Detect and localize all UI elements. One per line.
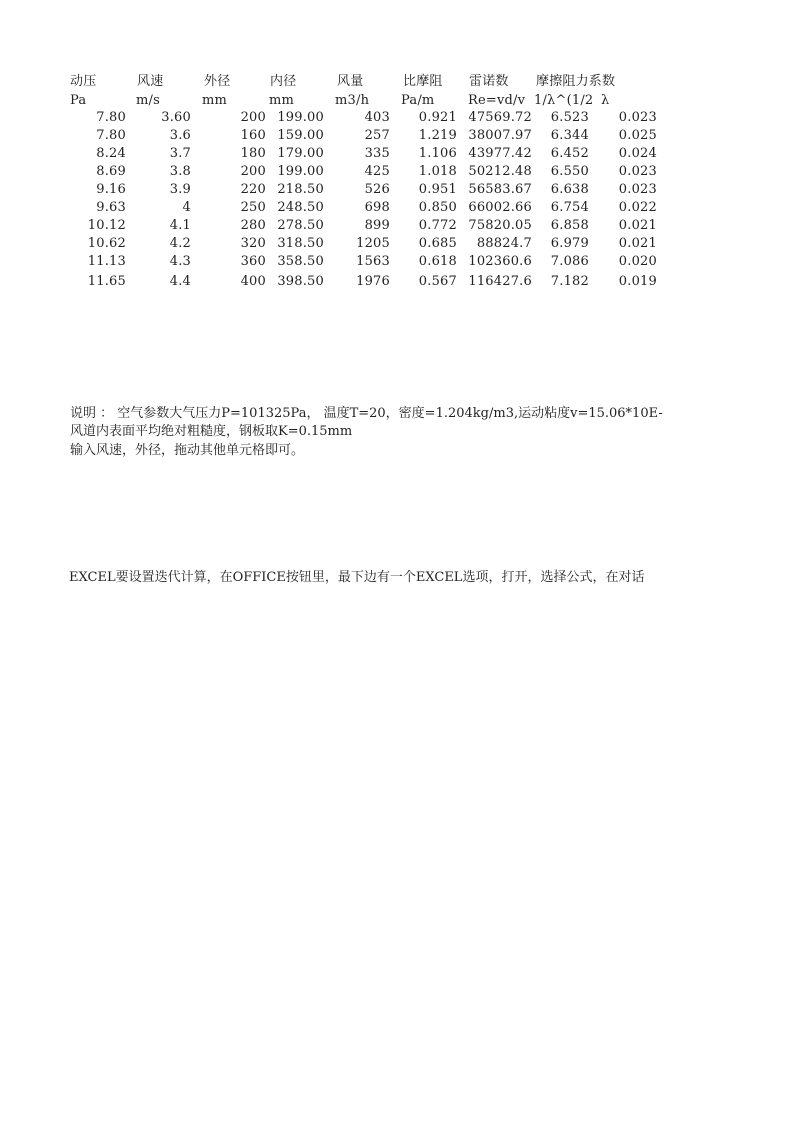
cell-lambda: 0.024 [618,146,657,161]
cell-air-volume: 526 [364,182,390,197]
unit-pam: Pa/m [401,93,435,108]
cell-outer-diameter: 320 [240,236,266,251]
cell-inverse-sqrt-lambda: 6.452 [550,146,589,161]
cell-inverse-sqrt-lambda: 6.638 [550,182,589,197]
cell-dynamic-pressure: 9.63 [96,200,126,215]
cell-specific-friction: 0.772 [418,218,457,233]
cell-inverse-sqrt-lambda: 6.858 [550,218,589,233]
cell-dynamic-pressure: 11.13 [87,254,126,269]
header-outer-diameter: 外径 [204,74,231,89]
cell-inner-diameter: 218.50 [277,182,324,197]
cell-inverse-sqrt-lambda: 7.182 [550,274,589,289]
unit-pa: Pa [70,93,87,108]
cell-lambda: 0.023 [618,110,657,125]
cell-reynolds-number: 88824.7 [476,236,532,251]
cell-lambda: 0.023 [618,182,657,197]
cell-dynamic-pressure: 7.80 [96,128,126,143]
cell-air-volume: 335 [364,146,390,161]
cell-reynolds-number: 102360.6 [468,254,532,269]
cell-air-volume: 899 [364,218,390,233]
cell-specific-friction: 1.106 [418,146,457,161]
cell-reynolds-number: 47569.72 [468,110,532,125]
cell-air-volume: 403 [364,110,390,125]
unit-mm-inner: mm [269,93,295,108]
cell-air-velocity: 3.6 [169,128,191,143]
cell-air-volume: 257 [364,128,390,143]
header-reynolds-number: 雷诺数 [469,74,509,89]
unit-lambda-inverse: 1/λ^(1/2 [534,93,594,108]
cell-reynolds-number: 38007.97 [468,128,532,143]
unit-ms: m/s [136,93,160,108]
cell-dynamic-pressure: 8.24 [96,146,126,161]
cell-outer-diameter: 180 [240,146,266,161]
cell-inner-diameter: 318.50 [277,236,324,251]
cell-lambda: 0.020 [618,254,657,269]
unit-mm-outer: mm [202,93,228,108]
cell-lambda: 0.022 [618,200,657,215]
header-specific-friction: 比摩阻 [403,74,443,89]
cell-outer-diameter: 200 [240,164,266,179]
cell-specific-friction: 0.921 [418,110,457,125]
header-friction-coefficient: 摩擦阻力系数 [536,74,616,89]
cell-air-volume: 1563 [356,254,390,269]
cell-lambda: 0.019 [618,274,657,289]
cell-outer-diameter: 360 [240,254,266,269]
cell-specific-friction: 0.850 [418,200,457,215]
cell-dynamic-pressure: 11.65 [87,274,126,289]
cell-specific-friction: 0.567 [418,274,457,289]
cell-reynolds-number: 43977.42 [468,146,532,161]
cell-specific-friction: 0.685 [418,236,457,251]
cell-outer-diameter: 400 [240,274,266,289]
unit-lambda: λ [601,93,610,108]
cell-reynolds-number: 116427.6 [468,274,532,289]
cell-outer-diameter: 200 [240,110,266,125]
cell-reynolds-number: 75820.05 [468,218,532,233]
cell-dynamic-pressure: 10.62 [87,236,126,251]
unit-reynolds: Re=vd/v [468,93,526,108]
cell-inverse-sqrt-lambda: 6.523 [550,110,589,125]
cell-inner-diameter: 398.50 [277,274,324,289]
cell-air-velocity: 4.2 [169,236,191,251]
cell-inner-diameter: 358.50 [277,254,324,269]
cell-lambda: 0.023 [618,164,657,179]
cell-dynamic-pressure: 8.69 [96,164,126,179]
cell-reynolds-number: 50212.48 [468,164,532,179]
cell-outer-diameter: 220 [240,182,266,197]
cell-dynamic-pressure: 10.12 [87,218,126,233]
cell-inner-diameter: 199.00 [277,164,324,179]
cell-reynolds-number: 66002.66 [468,200,532,215]
cell-inverse-sqrt-lambda: 6.344 [550,128,589,143]
cell-air-velocity: 3.60 [161,110,191,125]
cell-inverse-sqrt-lambda: 6.754 [550,200,589,215]
cell-inner-diameter: 278.50 [277,218,324,233]
cell-reynolds-number: 56583.67 [468,182,532,197]
header-dynamic-pressure: 动压 [70,74,97,89]
cell-inner-diameter: 179.00 [277,146,324,161]
cell-specific-friction: 1.018 [418,164,457,179]
cell-outer-diameter: 250 [240,200,266,215]
cell-air-velocity: 3.8 [169,164,191,179]
cell-air-velocity: 4.4 [169,274,191,289]
header-air-volume: 风量 [337,74,364,89]
unit-m3h: m3/h [335,93,370,108]
cell-air-volume: 1205 [356,236,390,251]
cell-dynamic-pressure: 9.16 [96,182,126,197]
note-instructions: 输入风速，外径，拖动其他单元格即可。 [70,443,305,458]
cell-specific-friction: 0.951 [418,182,457,197]
cell-outer-diameter: 160 [240,128,266,143]
header-inner-diameter: 内径 [270,74,297,89]
cell-lambda: 0.025 [618,128,657,143]
cell-inner-diameter: 159.00 [277,128,324,143]
note-air-parameters: 说明 ： 空气参数大气压力P=101325Pa， 温度T=20，密度=1.204kg/m3,运动粘度v=15.06*10E- [70,406,663,421]
cell-air-velocity: 3.7 [169,146,191,161]
cell-lambda: 0.021 [618,218,657,233]
cell-specific-friction: 1.219 [418,128,457,143]
cell-outer-diameter: 280 [240,218,266,233]
cell-inner-diameter: 248.50 [277,200,324,215]
cell-air-velocity: 4.3 [169,254,191,269]
cell-air-velocity: 4 [182,200,191,215]
cell-inverse-sqrt-lambda: 6.979 [550,236,589,251]
cell-air-volume: 425 [364,164,390,179]
note-roughness: 风道内表面平均绝对粗糙度，钢板取K=0.15mm [70,424,353,439]
cell-air-volume: 698 [364,200,390,215]
note-iteration-setting: EXCEL要设置迭代计算，在OFFICE按钮里，最下边有一个EXCEL选项，打开，选择公式，在对话 [69,570,645,585]
cell-dynamic-pressure: 7.80 [96,110,126,125]
cell-air-volume: 1976 [356,274,390,289]
cell-air-velocity: 3.9 [169,182,191,197]
cell-air-velocity: 4.1 [169,218,191,233]
cell-inverse-sqrt-lambda: 7.086 [550,254,589,269]
cell-inverse-sqrt-lambda: 6.550 [550,164,589,179]
header-air-velocity: 风速 [137,74,164,89]
cell-specific-friction: 0.618 [418,254,457,269]
cell-inner-diameter: 199.00 [277,110,324,125]
cell-lambda: 0.021 [618,236,657,251]
